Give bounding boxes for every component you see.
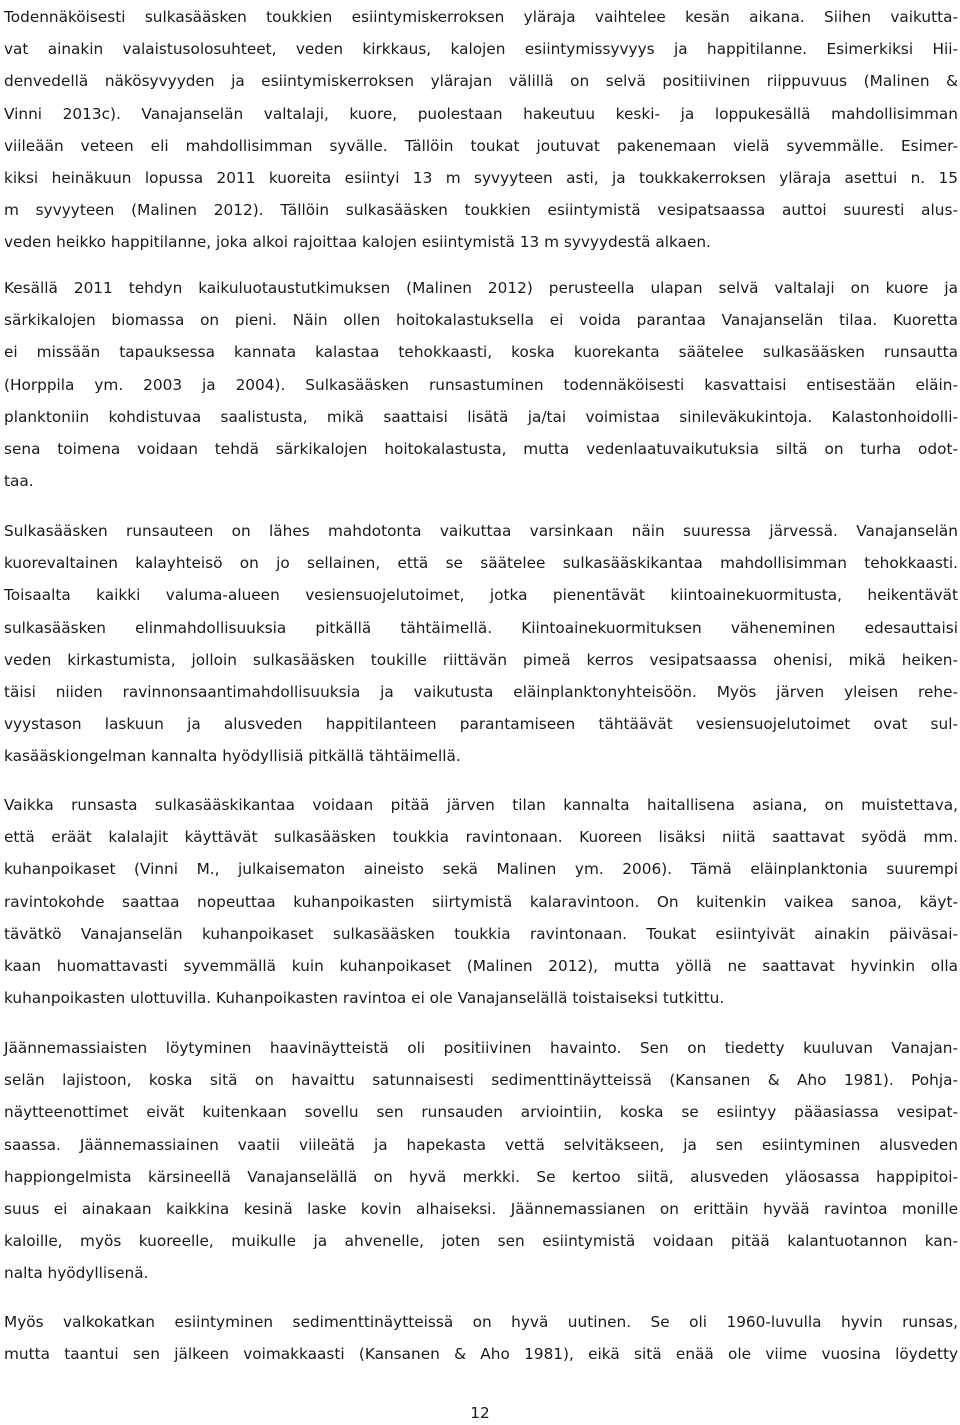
text-line: ravintokohde saattaa nopeuttaa kuhanpoikasten siirtymistä kalaravintoon. On kuitenkin vaikea sanoa, käyt- — [4, 892, 958, 911]
text-line: vyystason laskuun ja alusveden happitilanteen parantamiseen tähtäävät vesiensuojelutoimet ovat sul- — [4, 715, 958, 734]
text-line: täisi niiden ravinnonsaantimahdollisuuksia ja vaikutusta eläinplanktonyhteisöön. Myös järven yleisen rehe- — [4, 682, 958, 701]
text-line: planktoniin kohdistuvaa saalistusta, mikä saattaisi lisätä ja/tai voimistaa sinileväkukintoja. Kalastonhoidolli- — [4, 407, 958, 426]
text-line: kaan huomattavasti syvemmällä kuin kuhanpoikaset (Malinen 2012), mutta yöllä ne saattavat hyvinkin olla — [4, 956, 958, 975]
text-line: Sulkasääsken runsauteen on lähes mahdotonta vaikuttaa varsinkaan näin suuressa järvessä. Vanajanselän — [4, 522, 958, 540]
text-line: veden heikko happitilanne, joka alkoi rajoittaa kalojen esiintymistä 13 m syvyydestä alkaen. — [4, 233, 711, 252]
text-line: kuhanpoikasten ulottuvilla. Kuhanpoikasten ravintoa ei ole Vanajanselällä toistaiseksi tutkittu. — [4, 989, 725, 1008]
text-line: näytteenottimet eivät kuitenkaan sovellu sen runsauden arviointiin, koska se esiintyy pääasiassa vesipat- — [4, 1103, 958, 1122]
text-line: Jäännemassiaisten löytyminen haavinäytteistä oli positiivinen havainto. Sen on tiedetty kuuluvan Vanajan- — [4, 1039, 958, 1057]
text-line: ei missään tapauksessa kannata kalastaa tehokkaasti, koska kuorekanta säätelee sulkasääsken runsautta — [4, 343, 958, 362]
text-line: Myös valkokatkan esiintyminen sedimenttinäytteissä on hyvä uutinen. Se oli 1960-luvulla hyvin runsas, — [4, 1313, 958, 1331]
text-line: m syvyyteen (Malinen 2012). Tällöin sulkasääsken toukkien esiintymistä vesipatsaassa auttoi suuresti alus- — [4, 201, 958, 220]
paragraph — [4, 1306, 958, 1370]
paragraph — [4, 1, 958, 259]
text-line: veden kirkastumista, jolloin sulkasääsken toukille riittävän pimeä kerros vesipatsaassa ohenisi, mikä heiken- — [4, 650, 958, 669]
text-line: Vaikka runsasta sulkasääskikantaa voidaan pitää järven tilan kannalta haitallisena asiana, on muistettava, — [4, 796, 958, 814]
text-line: sena toimena voidaan tehdä särkikalojen hoitokalastusta, mutta vedenlaatuvaikutuksia siltä on turha odot- — [4, 439, 958, 458]
text-line: happiongelmista kärsineellä Vanajanselällä on hyvä merkki. Se kertoo siitä, alusveden yläosassa happipitoi- — [4, 1167, 958, 1186]
text-line: että eräät kalalajit käyttävät sulkasääsken toukkia ravintonaan. Kuoreen lisäksi niitä saattavat syödä mm. — [4, 828, 958, 847]
page-number: 12 — [470, 1404, 490, 1422]
text-line: Todennäköisesti sulkasääsken toukkien esiintymiskerroksen yläraja vaihtelee kesän aikana. Siihen vaikutta- — [4, 8, 958, 26]
text-line: Vinni 2013c). Vanajanselän valtalaji, kuore, puolestaan hakeutuu keski- ja loppukesällä mahdollisimman — [4, 104, 958, 123]
text-line: mutta taantui sen jälkeen voimakkaasti (Kansanen & Aho 1981), eikä sitä enää ole viime vuosina löydetty — [4, 1345, 958, 1364]
text-line: kiksi heinäkuun lopussa 2011 kuoreita esiintyi 13 m syvyyteen asti, ja toukkakerroksen yläraja asettui n. 15 — [4, 168, 958, 187]
text-line: sulkasääsken elinmahdollisuuksia pitkällä tähtäimellä. Kiintoainekuormituksen väheneminen edesauttaisi — [4, 618, 958, 637]
text-line: kasääskiongelman kannalta hyödyllisiä pitkällä tähtäimellä. — [4, 747, 461, 766]
paragraph — [4, 515, 958, 773]
paragraph — [4, 789, 958, 1014]
paragraph — [4, 272, 958, 497]
text-line: Kesällä 2011 tehdyn kaikuluotaustutkimuksen (Malinen 2012) perusteella ulapan selvä valtalaji on kuore ja — [4, 279, 958, 297]
text-line: taa. — [4, 472, 34, 491]
text-line: Toisaalta kaikki valuma-alueen vesiensuojelutoimet, jotka pienentävät kiintoainekuormitusta, heikentävät — [4, 586, 958, 605]
text-line: viileään veteen eli mahdollisimman syvälle. Tällöin toukat joutuvat pakenemaan vielä syvemmälle. Esimer- — [4, 136, 958, 155]
paragraph — [4, 1032, 958, 1290]
text-line: (Horppila ym. 2003 ja 2004). Sulkasääsken runsastuminen todennäköisesti kasvattaisi entisestään eläin- — [4, 375, 958, 394]
text-line: nalta hyödyllisenä. — [4, 1264, 149, 1283]
text-line: särkikalojen biomassa on pieni. Näin ollen hoitokalastuksella ei voida parantaa Vanajanselän tilaa. Kuoretta — [4, 311, 958, 330]
text-line: denvedellä näkösyvyyden ja esiintymiskerroksen ylärajan välillä on selvä positiivinen riippuvuus (Malinen & — [4, 72, 958, 91]
text-line: tävätkö Vanajanselän kuhanpoikaset sulkasääsken toukkia ravintonaan. Toukat esiintyivät ainakin päiväsai- — [4, 924, 958, 943]
text-line: saassa. Jäännemassiainen vaatii viileätä ja hapekasta vettä selvitäkseen, ja sen esiintyminen alusveden — [4, 1135, 958, 1154]
text-line: kuhanpoikaset (Vinni M., julkaisematon aineisto sekä Malinen ym. 2006). Tämä eläinplanktonia suurempi — [4, 860, 958, 879]
text-line: suus ei ainakaan kaikkina kesinä laske kovin alhaiseksi. Jäännemassianen on erittäin hyvää ravintoa monille — [4, 1199, 958, 1218]
text-line: selän lajistoon, koska sitä on havaittu satunnaisesti sedimenttinäytteissä (Kansanen & Aho 1981). Pohja- — [4, 1071, 958, 1090]
text-line: vat ainakin valaistusolosuhteet, veden kirkkaus, kalojen esiintymissyvyys ja happitilanne. Esimerkiksi Hii- — [4, 40, 958, 59]
text-line: kuorevaltainen kalayhteisö on jo sellainen, että se säätelee sulkasääskikantaa mahdollisimman tehokkaasti. — [4, 554, 958, 573]
text-line: kaloille, myös kuoreelle, muikulle ja ahvenelle, joten sen esiintymistä voidaan pitää kalantuotannon kan- — [4, 1232, 958, 1251]
